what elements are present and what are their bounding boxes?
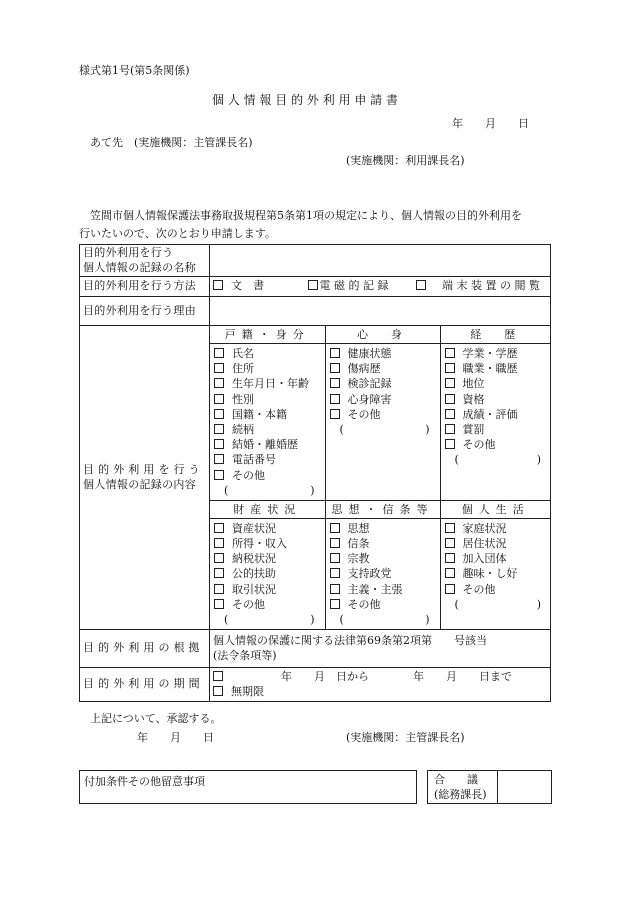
checkbox[interactable]	[330, 538, 340, 548]
list-item: その他	[330, 407, 436, 422]
checkbox[interactable]	[214, 599, 224, 609]
list-item: 電話番号	[214, 452, 321, 467]
checkbox[interactable]	[445, 378, 455, 388]
checkbox[interactable]	[445, 553, 455, 563]
other-parentheses[interactable]: ( )	[224, 483, 315, 497]
list-item: その他	[214, 468, 321, 483]
label-content: 目 的 外 利 用 を 行 う 個人情報の記録の内容	[80, 326, 210, 630]
checkbox[interactable]	[214, 568, 224, 578]
list-item: 所得・収入	[214, 536, 321, 551]
category-life: 個人生活 家庭状況 居住状況 加入団体 趣味・し好 その他 ( )	[440, 500, 551, 629]
intro-line-2: 行いたいので、次のとおり申請します。	[79, 227, 276, 240]
category-belief: 思想・信条等 思想 信条 宗教 支持政党 主義・主張 その他 ( )	[325, 500, 440, 629]
list-item: その他	[445, 582, 548, 597]
form-title: 個 人 情 報 目 的 外 利 用 申 請 書	[212, 93, 398, 107]
date-line: 年 月 日	[452, 117, 529, 130]
consult-label: 合 議	[434, 773, 478, 786]
category-body: 心 身 健康状態 傷病歴 検診記録 心身障害 その他 ( )	[325, 326, 440, 500]
category-family: 戸籍・身分 氏名 住所 生年月日・年齢 性別 国籍・本籍 続柄 結婚・離婚歴 電話番号 その他 ( )	[210, 326, 325, 500]
field-record-name[interactable]	[210, 245, 551, 277]
checkbox[interactable]	[214, 424, 224, 434]
consultation-box	[427, 770, 552, 804]
checkbox[interactable]	[330, 378, 340, 388]
checkbox[interactable]	[214, 584, 224, 594]
list-item: 心身障害	[330, 392, 436, 407]
checkbox[interactable]	[445, 584, 455, 594]
list-item: 生年月日・年齢	[214, 376, 321, 391]
checkbox[interactable]	[214, 409, 224, 419]
checkbox[interactable]	[330, 553, 340, 563]
row-content	[80, 326, 551, 630]
checkbox[interactable]	[330, 409, 340, 419]
list-item: 職業・職歴	[445, 361, 548, 376]
list-item: 趣味・し好	[445, 566, 548, 581]
list-item: その他	[330, 597, 436, 612]
consult-dept: (総務課長)	[434, 788, 487, 801]
intro-line-1: 笠間市個人情報保護法事務取扱規程第5条第1項の規定により、個人情報の目的外利用を	[90, 209, 522, 222]
checkbox[interactable]	[445, 523, 455, 533]
list-item: 加入団体	[445, 551, 548, 566]
checkbox-document[interactable]	[213, 280, 223, 290]
list-item: その他	[445, 437, 548, 452]
list-item: 納税状況	[214, 551, 321, 566]
list-item: 地位	[445, 376, 548, 391]
checkbox[interactable]	[445, 409, 455, 419]
checkbox[interactable]	[330, 584, 340, 594]
approval-date: 年 月 日	[137, 731, 214, 744]
addressee: あて先 (実施機関：主管課長名)	[90, 136, 253, 149]
list-item: 結婚・離婚歴	[214, 437, 321, 452]
checkbox[interactable]	[330, 568, 340, 578]
list-item: 検診記録	[330, 376, 436, 391]
checkbox[interactable]	[214, 439, 224, 449]
checkbox[interactable]	[214, 454, 224, 464]
label-basis: 目 的 外 利 用 の 根 拠	[80, 630, 210, 668]
checkbox[interactable]	[330, 363, 340, 373]
checkbox-indefinite[interactable]	[213, 686, 223, 696]
field-reason[interactable]	[210, 297, 551, 326]
list-item: 性別	[214, 392, 321, 407]
checkbox[interactable]	[214, 394, 224, 404]
list-item: 主義・主張	[330, 582, 436, 597]
list-item: 続柄	[214, 422, 321, 437]
list-item: 国籍・本籍	[214, 407, 321, 422]
approval-text: 上記について、承認する。	[90, 712, 222, 725]
checkbox[interactable]	[214, 538, 224, 548]
list-item: 取引状況	[214, 582, 321, 597]
field-method: 文 書 電 磁 的 記 録 端 末 装 置 の 閲 覧	[210, 277, 551, 297]
list-item: 居住状況	[445, 536, 548, 551]
row-method	[80, 277, 551, 297]
content-categories	[210, 326, 551, 630]
checkbox[interactable]	[445, 538, 455, 548]
list-item: 公的扶助	[214, 566, 321, 581]
list-item: 家庭状況	[445, 521, 548, 536]
checkbox[interactable]	[214, 553, 224, 563]
list-item: 支持政党	[330, 566, 436, 581]
checkbox[interactable]	[445, 424, 455, 434]
label-reason: 目的外利用を行う理由	[80, 297, 210, 326]
category-property: 財産状況 資産状況 所得・収入 納税状況 公的扶助 取引状況 その他 ( )	[210, 500, 325, 629]
checkbox[interactable]	[445, 363, 455, 373]
approver: (実施機関：主管課長名)	[346, 731, 465, 744]
list-item: 宗教	[330, 551, 436, 566]
other-parentheses[interactable]: ( )	[339, 422, 430, 436]
row-period	[80, 668, 551, 702]
row-reason	[80, 297, 551, 326]
label-record-name: 目的外利用を行う 個人情報の記録の名称	[80, 245, 210, 277]
list-item: 信条	[330, 536, 436, 551]
category-career: 経 歴 学業・学歴 職業・職歴 地位 資格 成績・評価 賞罰 その他 ( )	[440, 326, 551, 500]
list-item: その他	[214, 597, 321, 612]
checkbox[interactable]	[214, 470, 224, 480]
checkbox[interactable]	[214, 523, 224, 533]
checkbox[interactable]	[330, 348, 340, 358]
checkbox-electronic[interactable]	[308, 280, 318, 290]
other-parentheses[interactable]: ( )	[224, 613, 315, 626]
checkbox[interactable]	[445, 439, 455, 449]
list-item: 住所	[214, 361, 321, 376]
checkbox[interactable]	[214, 363, 224, 373]
other-parentheses[interactable]: ( )	[454, 597, 541, 611]
checkbox-terminal[interactable]	[416, 280, 426, 290]
checkbox[interactable]	[330, 523, 340, 533]
label-method: 目的外利用を行う方法	[80, 277, 210, 297]
list-item: 学業・学歴	[445, 346, 548, 361]
other-parentheses[interactable]: ( )	[339, 613, 430, 626]
list-item: 氏名	[214, 346, 321, 361]
list-item: 健康状態	[330, 346, 436, 361]
checkbox[interactable]	[445, 348, 455, 358]
label-period: 目 的 外 利 用 の 期 間	[80, 668, 210, 702]
form-number: 様式第1号(第5条関係)	[79, 64, 190, 77]
list-item: 成績・評価	[445, 407, 548, 422]
field-basis: 個人情報の保護に関する法律第69条第2項第 号該当 (法令条項等)	[210, 630, 551, 668]
checkbox[interactable]	[445, 394, 455, 404]
row-basis	[80, 630, 551, 668]
list-item: 資産状況	[214, 521, 321, 536]
field-period: 年 月 日から 年 月 日まで 無期限	[210, 668, 551, 702]
other-parentheses[interactable]: ( )	[454, 453, 541, 467]
checkbox[interactable]	[214, 378, 224, 388]
checkbox[interactable]	[214, 348, 224, 358]
checkbox-period[interactable]	[213, 671, 223, 681]
list-item: 思想	[330, 521, 436, 536]
checkbox[interactable]	[330, 599, 340, 609]
checkbox[interactable]	[330, 394, 340, 404]
list-item: 資格	[445, 392, 548, 407]
application-table	[79, 244, 551, 702]
applicant: (実施機関：利用課長名)	[346, 154, 465, 167]
checkbox[interactable]	[445, 568, 455, 578]
conditions-box[interactable]: 付加条件その他留意事項	[79, 770, 417, 804]
list-item: 賞罰	[445, 422, 548, 437]
row-record-name	[80, 245, 551, 277]
list-item: 傷病歴	[330, 361, 436, 376]
